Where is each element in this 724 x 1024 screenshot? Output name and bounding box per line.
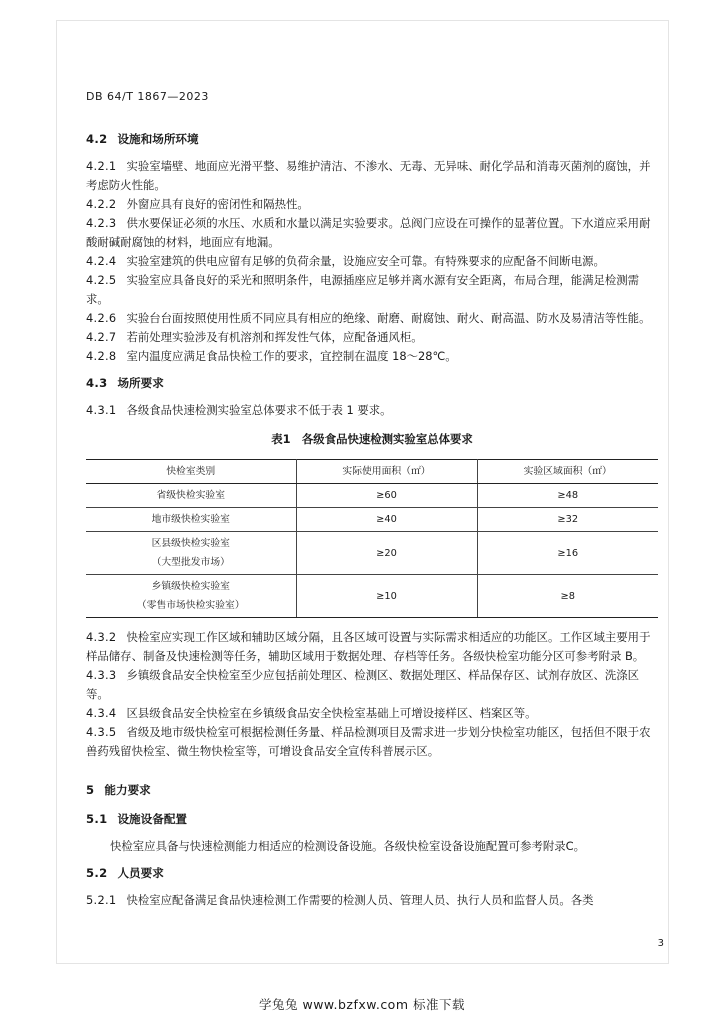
footer-watermark: 学兔兔 www.bzfxw.com 标准下载 — [259, 997, 465, 1012]
clause-4-3-5: 4.3.5 省级及地市级快检室可根据检测任务量、样品检测项目及需求进一步划分快检室功能区，包括但不限于农兽药残留快检室、微生物快检室等，可增设食品安全宣传科普展示区。 — [86, 725, 651, 758]
table-cell: 乡镇级快检实验室 （零售市场快检实验室） — [86, 575, 296, 618]
table-caption: 表1 各级食品快速检测实验室总体要求 — [271, 432, 473, 446]
table-cell: ≥48 — [477, 484, 658, 508]
clause-4-2-3: 4.2.3 供水要保证必须的水压、水质和水量以满足实验要求。总阀门应设在可操作的显著位置。下水道应采用耐酸耐碱耐腐蚀的材料，地面应有地漏。 — [86, 216, 651, 249]
section-4-2-heading: 4.2 设施和场所环境 — [86, 132, 199, 146]
document-id: DB 64/T 1867—2023 — [86, 90, 209, 103]
table-cell: ≥32 — [477, 508, 658, 532]
section-5-1-heading: 5.1 设施设备配置 — [86, 812, 188, 826]
table-cell: ≥16 — [477, 532, 658, 575]
clause-4-3-3: 4.3.3 乡镇级食品安全快检室至少应包括前处理区、检测区、数据处理区、样品保存区、试剂存放区、洗涤区等。 — [86, 668, 640, 701]
clause-4-3-1: 4.3.1 各级食品快速检测实验室总体要求不低于表 1 要求。 — [86, 403, 392, 417]
section-5-1-text: 快检室应具备与快速检测能力相适应的检测设备设施。各级快检室设备设施配置可参考附录C。 — [110, 839, 585, 853]
column-header: 快检室类别 — [86, 460, 296, 484]
table-cell: 省级快检实验室 — [86, 484, 296, 508]
table-row — [86, 532, 658, 575]
section-4-3-heading: 4.3 场所要求 — [86, 376, 164, 390]
clause-4-2-2: 4.2.2 外窗应具有良好的密闭性和隔热性。 — [86, 197, 309, 211]
document-body — [86, 122, 658, 910]
section-5-2-heading: 5.2 人员要求 — [86, 866, 164, 880]
requirements-table — [86, 459, 658, 618]
clause-4-2-1: 4.2.1 实验室墙壁、地面应光滑平整、易维护清洁、不渗水、无毒、无异味、耐化学品和消毒灭菌剂的腐蚀，并考虑防火性能。 — [86, 159, 651, 192]
clause-4-3-4: 4.3.4 区县级食品安全快检室在乡镇级食品安全快检室基础上可增设接样区、档案区等。 — [86, 706, 537, 720]
table-cell: 区县级快检实验室 （大型批发市场） — [86, 532, 296, 575]
clause-5-2-1: 5.2.1 快检室应配备满足食品快速检测工作需要的检测人员、管理人员、执行人员和监督人员。各类 — [86, 893, 594, 907]
table-cell: ≥8 — [477, 575, 658, 618]
section-5-heading: 5 能力要求 — [86, 783, 151, 797]
table-cell: 地市级快检实验室 — [86, 508, 296, 532]
clause-4-2-7: 4.2.7 若前处理实验涉及有机溶剂和挥发性气体，应配备通风柜。 — [86, 330, 423, 344]
column-header: 实际使用面积（㎡） — [296, 460, 477, 484]
table-header-row — [86, 460, 658, 484]
table-row — [86, 484, 658, 508]
table-cell: ≥60 — [296, 484, 477, 508]
page-number: 3 — [657, 938, 664, 949]
table-cell: ≥40 — [296, 508, 477, 532]
table-row — [86, 508, 658, 532]
clause-4-3-2: 4.3.2 快检室应实现工作区域和辅助区域分隔，且各区域可设置与实际需求相适应的功能区。工作区域主要用于样品储存、制备及快速检测等任务，辅助区域用于数据处理、存档等任务。各级快检室功能分区可参考附录 B。 — [86, 630, 651, 663]
column-header: 实验区域面积（㎡） — [477, 460, 658, 484]
table-row — [86, 575, 658, 618]
clause-4-2-4: 4.2.4 实验室建筑的供电应留有足够的负荷余量，设施应安全可靠。有特殊要求的应配备不间断电源。 — [86, 254, 605, 268]
clause-4-2-6: 4.2.6 实验台台面按照使用性质不同应具有相应的绝缘、耐磨、耐腐蚀、耐火、耐高温、防水及易清洁等性能。 — [86, 311, 651, 325]
clause-4-2-5: 4.2.5 实验室应具备良好的采光和照明条件，电源插座应足够并离水源有安全距离，布局合理，能满足检测需求。 — [86, 273, 640, 306]
table-cell: ≥20 — [296, 532, 477, 575]
table-cell: ≥10 — [296, 575, 477, 618]
clause-4-2-8: 4.2.8 室内温度应满足食品快检工作的要求，宜控制在温度 18～28℃。 — [86, 349, 457, 363]
